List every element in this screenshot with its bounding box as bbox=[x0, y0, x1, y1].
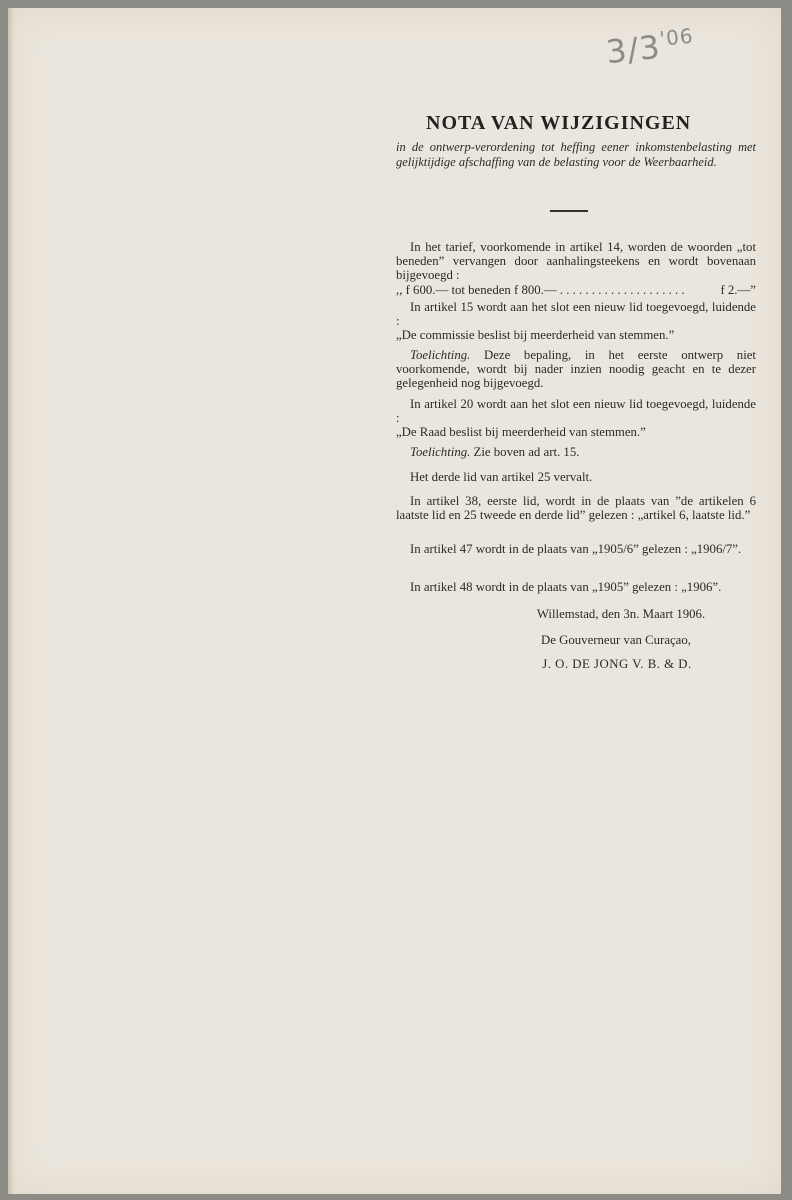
paragraph-3-text: Deze bepaling, in het eerste ontwerp niet voorkomende, wordt bij nader inzien noodig geacht en te dezer gelegenheid nog bijgevoegd. bbox=[396, 348, 756, 391]
document-subtitle: in de ontwerp-verordening tot heffing eener inkomstenbelasting met gelijktijdige afschaffing van de belasting voor de Weerbaarheid. bbox=[396, 140, 756, 169]
annotation-sup: '06 bbox=[658, 23, 695, 51]
paragraph-7-text: In artikel 38, eerste lid, wordt in de plaats van ”de artikelen 6 laatste lid en 25 tweede en derde lid” gelezen : „artikel 6, laatste lid.” bbox=[396, 494, 756, 523]
paragraph-5 bbox=[396, 445, 756, 459]
tarief-line bbox=[396, 283, 756, 298]
paragraph-4 bbox=[396, 397, 756, 440]
toelichting-label: Toelichting. bbox=[410, 445, 471, 459]
paragraph-2-text: In artikel 15 wordt aan het slot een nieuw lid toegevoegd, luidende : bbox=[396, 300, 756, 329]
paragraph-9 bbox=[396, 580, 756, 594]
paragraph-8-text: In artikel 47 wordt in de plaats van „1905/6” gelezen : „1906/7”. bbox=[410, 542, 742, 556]
paragraph-text bbox=[396, 240, 756, 283]
paragraph-6 bbox=[396, 470, 756, 484]
document-title: NOTA VAN WIJZIGINGEN bbox=[426, 112, 692, 134]
document-page bbox=[8, 8, 781, 1194]
paragraph-1 bbox=[396, 240, 756, 298]
place-date: Willemstad, den 3n. Maart 1906. bbox=[536, 607, 706, 621]
toelichting-label: Toelichting. bbox=[410, 348, 471, 362]
signatory-name: J. O. DE JONG V. B. & D. bbox=[542, 657, 692, 671]
paragraph-4-quote: „De Raad beslist bij meerderheid van stemmen.” bbox=[396, 425, 646, 440]
tarief-line-right: f 2.—” bbox=[720, 282, 756, 297]
paragraph-3 bbox=[396, 348, 756, 391]
paragraph-5-text: Zie boven ad art. 15. bbox=[473, 445, 580, 459]
paragraph-1-text: In het tarief, voorkomende in artikel 14, worden de woorden „tot beneden” vervangen door aanhalingsteekens en wordt bovenaan bijgevoegd : bbox=[396, 240, 756, 283]
paragraph-9-text: In artikel 48 wordt in de plaats van „1905” gelezen : „1906”. bbox=[410, 580, 722, 594]
title-divider bbox=[550, 210, 588, 212]
paragraph-8 bbox=[396, 542, 756, 556]
paragraph-6-text: Het derde lid van artikel 25 vervalt. bbox=[410, 470, 593, 484]
annotation-main: 3/3 bbox=[604, 27, 663, 72]
paragraph-2-quote: „De commissie beslist bij meerderheid van stemmen.” bbox=[396, 328, 675, 343]
tarief-line-left: ,, f 600.— tot beneden f 800.— . . . . . . . . . . . . . . . . . . . . bbox=[396, 282, 685, 297]
paragraph-2 bbox=[396, 300, 756, 343]
paragraph-7 bbox=[396, 494, 756, 522]
signatory-office: De Gouverneur van Curaçao, bbox=[541, 633, 691, 647]
paragraph-4-text: In artikel 20 wordt aan het slot een nieuw lid toegevoegd, luidende : bbox=[396, 397, 756, 426]
